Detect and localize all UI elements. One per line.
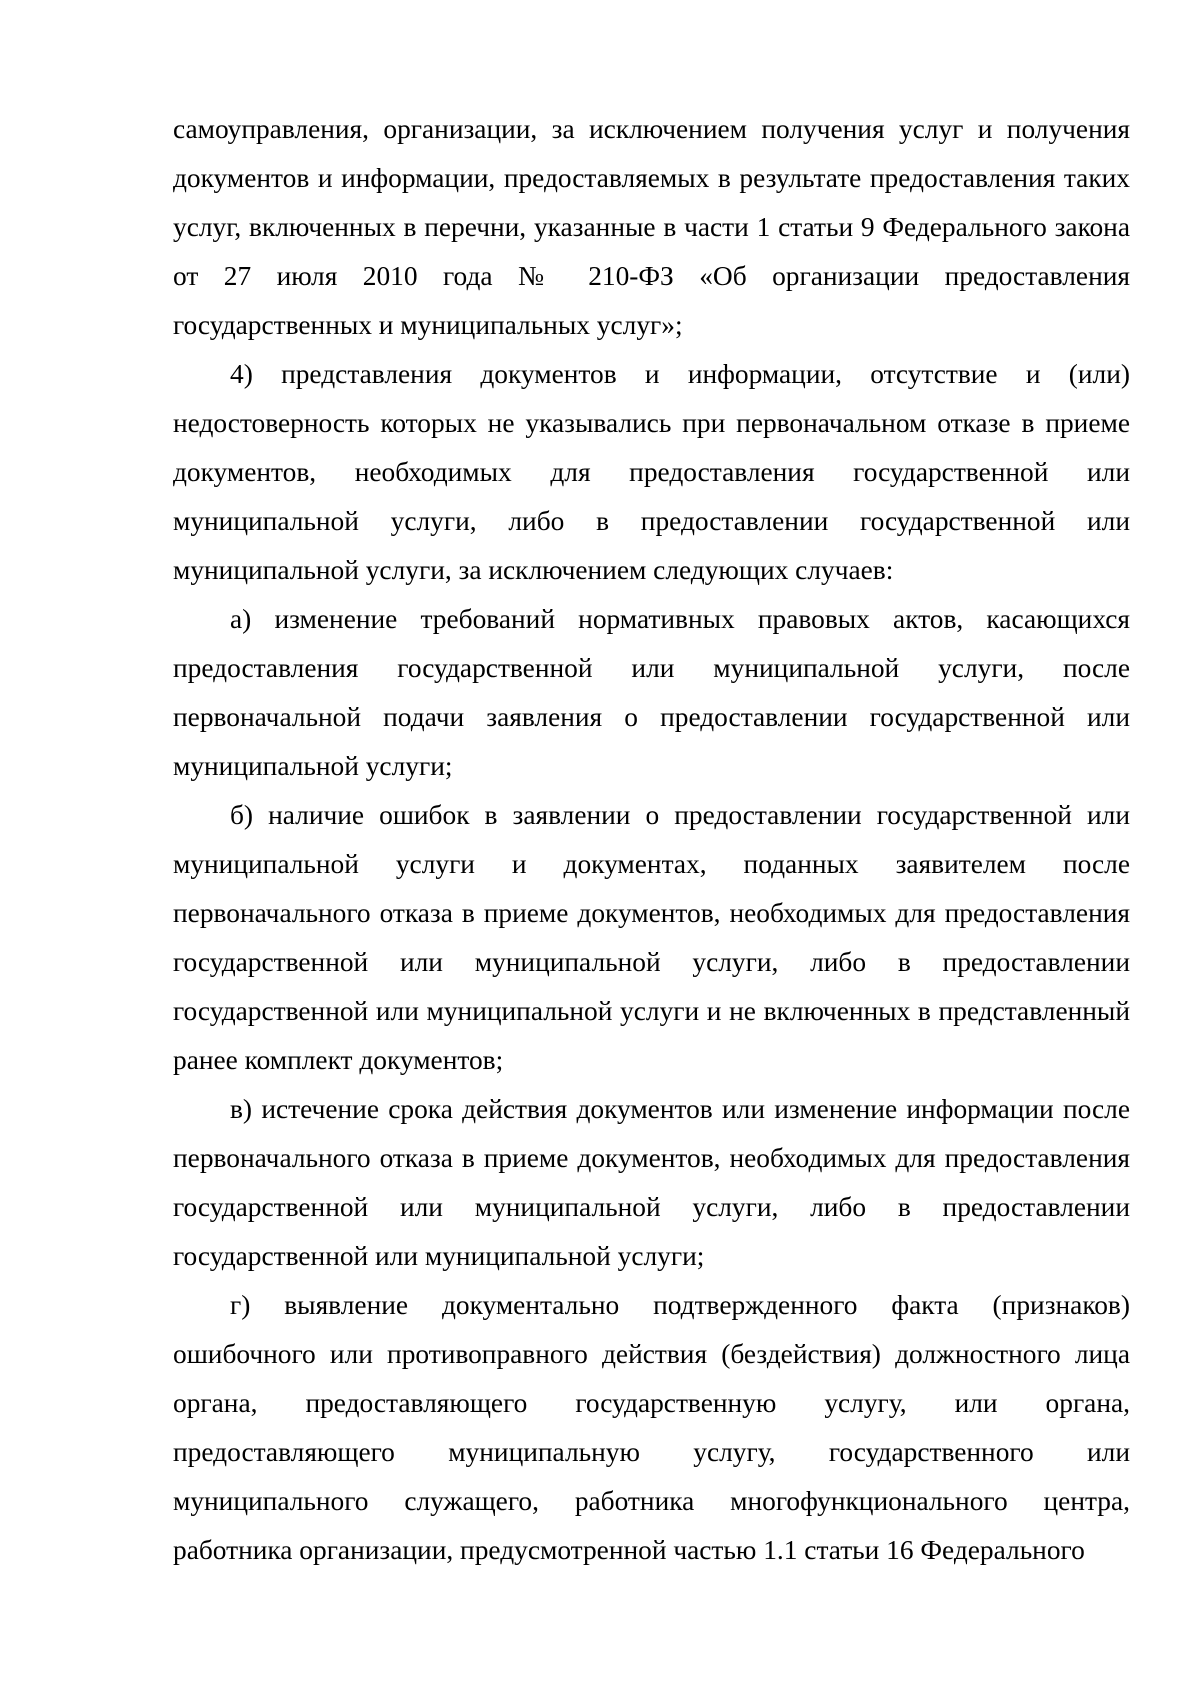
document-body [173,105,1130,1575]
paragraph-continuation: самоуправления, организации, за исключением получения услуг и получения документов и информации, предоставляемых в результате предоставления таких услуг, включенных в перечни, указанные в части 1 статьи 9 Федерального закона от 27 июля 2010 года № 210-ФЗ «Об организации предоставления государственных и муниципальных услуг»; [173,114,1130,340]
paragraph-item-v: в) истечение срока действия документов или изменение информации после первоначального отказа в приеме документов, необходимых для предоставления государственной или муниципальной услуги, либо в предоставлении государственной или муниципальной услуги; [173,1094,1130,1271]
paragraph-item-4: 4) представления документов и информации, отсутствие и (или) недостоверность которых не указывались при первоначальном отказе в приеме документов, необходимых для предоставления государственной или муниципальной услуги, либо в предоставлении государственной или муниципальной услуги, за исключением следующих случаев: [173,359,1130,585]
paragraph-item-a: а) изменение требований нормативных правовых актов, касающихся предоставления государственной или муниципальной услуги, после первоначальной подачи заявления о предоставлении государственной или муниципальной услуги; [173,604,1130,781]
paragraph-item-b: б) наличие ошибок в заявлении о предоставлении государственной или муниципальной услуги и документах, поданных заявителем после первоначального отказа в приеме документов, необходимых для предоставления государственной или муниципальной услуги, либо в предоставлении государственной или муниципальной услуги и не включенных в представленный ранее комплект документов; [173,800,1130,1075]
paragraph-item-g: г) выявление документально подтвержденного факта (признаков) ошибочного или противоправного действия (бездействия) должностного лица органа, предоставляющего государственную услугу, или органа, предоставляющего муниципальную услугу, государственного или муниципального служащего, работника многофункционального центра, работника организации, предусмотренной частью 1.1 статьи 16 Федерального [173,1290,1130,1565]
